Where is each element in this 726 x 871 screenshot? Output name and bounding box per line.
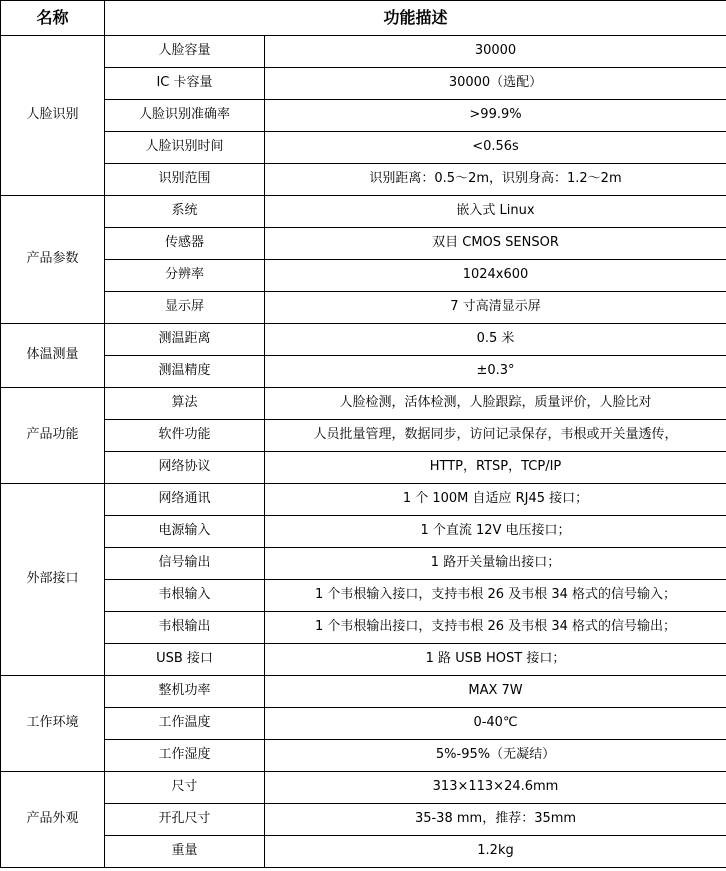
table-row [1, 356, 726, 388]
category-cell: 产品参数 [1, 196, 105, 324]
value-cell: 1024x600 [265, 260, 726, 292]
table-row [1, 804, 726, 836]
param-cell: 分辨率 [105, 260, 265, 292]
value-cell: HTTP，RTSP，TCP/IP [265, 452, 726, 484]
value-cell: 30000 [265, 36, 726, 68]
table-row [1, 228, 726, 260]
value-cell: 1 个直流 12V 电压接口； [265, 516, 726, 548]
table-row [1, 580, 726, 612]
param-cell: 工作温度 [105, 708, 265, 740]
table-row [1, 484, 726, 516]
value-cell: ±0.3° [265, 356, 726, 388]
value-cell: >99.9% [265, 100, 726, 132]
value-cell: 0.5 米 [265, 324, 726, 356]
param-cell: 人脸识别时间 [105, 132, 265, 164]
param-cell: 开孔尺寸 [105, 804, 265, 836]
value-cell: 1 个 100M 自适应 RJ45 接口； [265, 484, 726, 516]
value-cell: <0.56s [265, 132, 726, 164]
table-row [1, 644, 726, 676]
param-cell: 人脸容量 [105, 36, 265, 68]
header-row [1, 1, 726, 36]
value-cell: 1 路 USB HOST 接口； [265, 644, 726, 676]
header-name: 名称 [1, 1, 105, 36]
value-cell: 5%-95%（无凝结） [265, 740, 726, 772]
param-cell: 信号输出 [105, 548, 265, 580]
param-cell: 网络协议 [105, 452, 265, 484]
param-cell: 软件功能 [105, 420, 265, 452]
category-cell: 产品功能 [1, 388, 105, 484]
table-row [1, 36, 726, 68]
table-row [1, 100, 726, 132]
category-cell: 外部接口 [1, 484, 105, 676]
table-row [1, 516, 726, 548]
category-cell: 人脸识别 [1, 36, 105, 196]
param-cell: USB 接口 [105, 644, 265, 676]
value-cell: 识别距离：0.5～2m，识别身高：1.2～2m [265, 164, 726, 196]
value-cell: 1.2kg [265, 836, 726, 868]
param-cell: IC 卡容量 [105, 68, 265, 100]
table-row [1, 324, 726, 356]
table-row [1, 68, 726, 100]
value-cell: 313×113×24.6mm [265, 772, 726, 804]
param-cell: 测温精度 [105, 356, 265, 388]
table-row [1, 452, 726, 484]
category-cell: 工作环境 [1, 676, 105, 772]
param-cell: 整机功率 [105, 676, 265, 708]
param-cell: 韦根输出 [105, 612, 265, 644]
param-cell: 工作湿度 [105, 740, 265, 772]
param-cell: 重量 [105, 836, 265, 868]
table-row [1, 740, 726, 772]
table-row [1, 836, 726, 868]
table-row [1, 612, 726, 644]
category-cell: 产品外观 [1, 772, 105, 868]
category-cell: 体温测量 [1, 324, 105, 388]
param-cell: 韦根输入 [105, 580, 265, 612]
table-row [1, 260, 726, 292]
value-cell: 0-40℃ [265, 708, 726, 740]
table-row [1, 676, 726, 708]
table-row [1, 388, 726, 420]
value-cell: 30000（选配） [265, 68, 726, 100]
table-row [1, 772, 726, 804]
value-cell: 1 路开关量输出接口； [265, 548, 726, 580]
table-row [1, 420, 726, 452]
value-cell: 7 寸高清显示屏 [265, 292, 726, 324]
header-description: 功能描述 [105, 1, 726, 36]
value-cell: 人员批量管理，数据同步，访问记录保存，韦根或开关量透传， [265, 420, 726, 452]
value-cell: 1 个韦根输出接口，支持韦根 26 及韦根 34 格式的信号输出； [265, 612, 726, 644]
value-cell: 双目 CMOS SENSOR [265, 228, 726, 260]
table-row [1, 548, 726, 580]
param-cell: 测温距离 [105, 324, 265, 356]
table-row [1, 132, 726, 164]
param-cell: 显示屏 [105, 292, 265, 324]
table-row [1, 196, 726, 228]
table-row [1, 708, 726, 740]
param-cell: 传感器 [105, 228, 265, 260]
value-cell: 嵌入式 Linux [265, 196, 726, 228]
param-cell: 电源输入 [105, 516, 265, 548]
param-cell: 网络通讯 [105, 484, 265, 516]
param-cell: 人脸识别准确率 [105, 100, 265, 132]
value-cell: 人脸检测，活体检测，人脸跟踪，质量评价，人脸比对 [265, 388, 726, 420]
table-row [1, 292, 726, 324]
value-cell: 1 个韦根输入接口，支持韦根 26 及韦根 34 格式的信号输入； [265, 580, 726, 612]
param-cell: 尺寸 [105, 772, 265, 804]
value-cell: MAX 7W [265, 676, 726, 708]
value-cell: 35-38 mm，推荐：35mm [265, 804, 726, 836]
param-cell: 算法 [105, 388, 265, 420]
param-cell: 系统 [105, 196, 265, 228]
table-row [1, 164, 726, 196]
param-cell: 识别范围 [105, 164, 265, 196]
